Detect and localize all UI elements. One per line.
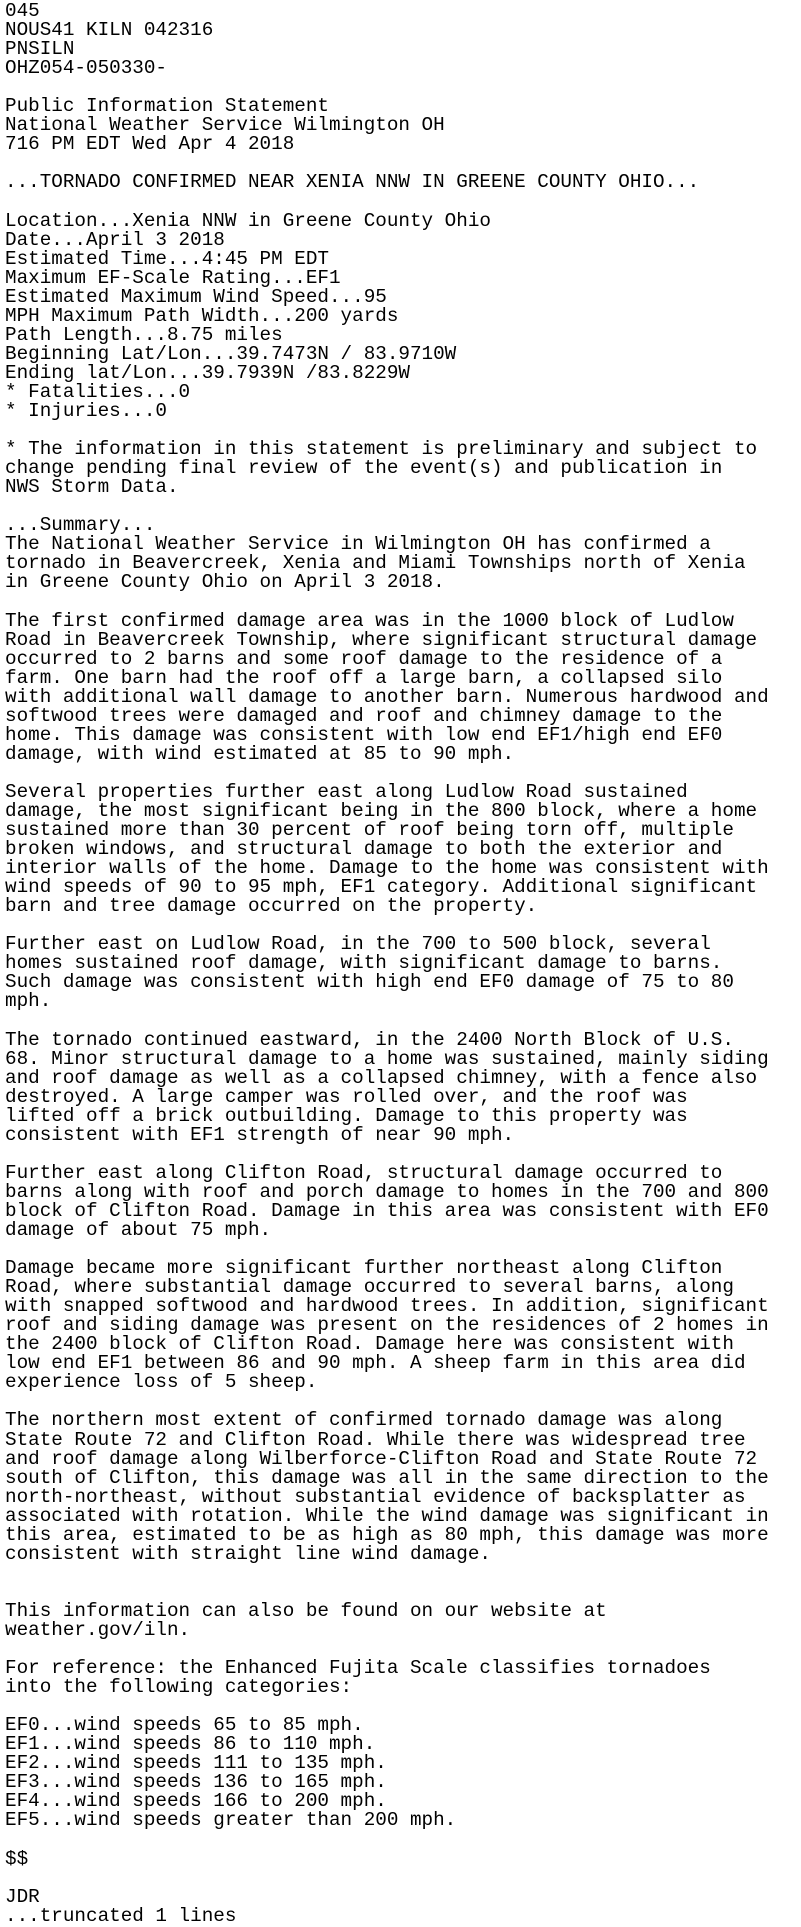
text-line: Path Length...8.75 miles — [5, 323, 283, 346]
text-line: sustained more than 30 percent of roof being torn off, multiple — [5, 819, 734, 842]
text-line: block of Clifton Road. Damage in this area was consistent with EF0 — [5, 1199, 769, 1222]
text-line: Maximum EF-Scale Rating...EF1 — [5, 266, 341, 289]
text-line: into the following categories: — [5, 1676, 353, 1699]
text-line: barns along with roof and porch damage to homes in the 700 and 800 — [5, 1180, 769, 1203]
text-line: barn and tree damage occurred on the property. — [5, 895, 538, 918]
text-line: wind speeds of 90 to 95 mph, EF1 category. Additional significant — [5, 876, 758, 899]
text-line: Several properties further east along Ludlow Road sustained — [5, 780, 688, 803]
text-line: associated with rotation. While the wind damage was significant in — [5, 1504, 769, 1527]
text-line: Further east on Ludlow Road, in the 700 to 500 block, several — [5, 933, 711, 956]
text-line: ...truncated 1 lines — [5, 1904, 237, 1927]
text-line: PNSILN — [5, 38, 75, 61]
text-line: destroyed. A large camper was rolled over, and the roof was — [5, 1085, 688, 1108]
text-line: north-northeast, without substantial evidence of backsplatter as — [5, 1485, 746, 1508]
text-line: change pending final review of the event(s) and publication in — [5, 457, 723, 480]
text-line: ...TORNADO CONFIRMED NEAR XENIA NNW IN GREENE COUNTY OHIO... — [5, 171, 700, 194]
text-line: EF0...wind speeds 65 to 85 mph. — [5, 1714, 364, 1737]
text-line: damage, the most significant being in the 800 block, where a home — [5, 799, 758, 822]
text-line: NOUS41 KILN 042316 — [5, 19, 214, 42]
text-line: 045 — [5, 0, 40, 22]
text-line: NWS Storm Data. — [5, 476, 179, 499]
text-line: $$ — [5, 1847, 29, 1870]
text-line: and roof damage as well as a collapsed chimney, with a fence also — [5, 1066, 758, 1089]
blank-line — [5, 1011, 801, 1030]
text-line: in Greene County Ohio on April 3 2018. — [5, 571, 445, 594]
text-line: EF2...wind speeds 111 to 135 mph. — [5, 1752, 387, 1775]
text-line: The northern most extent of confirmed tornado damage was along — [5, 1409, 723, 1432]
text-line: * The information in this statement is preliminary and subject to — [5, 438, 758, 461]
text-line: EF5...wind speeds greater than 200 mph. — [5, 1809, 457, 1832]
blank-line — [5, 1145, 801, 1164]
text-line: Estimated Maximum Wind Speed...95 — [5, 285, 387, 308]
text-line: National Weather Service Wilmington OH — [5, 114, 445, 137]
text-line: with snapped softwood and hardwood trees. In addition, significant — [5, 1295, 769, 1318]
text-line: Road in Beavercreek Township, where significant structural damage — [5, 628, 758, 651]
text-line: the 2400 block of Clifton Road. Damage here was consistent with — [5, 1333, 734, 1356]
text-line: EF1...wind speeds 86 to 110 mph. — [5, 1733, 376, 1756]
text-line: 68. Minor structural damage to a home was sustained, mainly siding — [5, 1047, 769, 1070]
text-line: EF4...wind speeds 166 to 200 mph. — [5, 1790, 387, 1813]
text-line: Public Information Statement — [5, 95, 329, 118]
text-line: OHZ054-050330- — [5, 57, 167, 80]
blank-line — [5, 1869, 801, 1888]
text-line: damage, with wind estimated at 85 to 90 mph. — [5, 742, 515, 765]
text-line: Damage became more significant further northeast along Clifton — [5, 1257, 723, 1280]
text-line: consistent with EF1 strength of near 90 mph. — [5, 1123, 515, 1146]
text-line: JDR — [5, 1885, 40, 1908]
text-line: State Route 72 and Clifton Road. While there was widespread tree — [5, 1428, 746, 1451]
text-line: MPH Maximum Path Width...200 yards — [5, 304, 399, 327]
text-line: ...Summary... — [5, 514, 156, 537]
text-line: low end EF1 between 86 and 90 mph. A sheep farm in this area did — [5, 1352, 746, 1375]
text-line: Location...Xenia NNW in Greene County Ohio — [5, 209, 491, 232]
text-line: The first confirmed damage area was in the 1000 block of Ludlow — [5, 609, 734, 632]
text-line: EF3...wind speeds 136 to 165 mph. — [5, 1771, 387, 1794]
text-line: mph. — [5, 990, 52, 1013]
text-line: damage of about 75 mph. — [5, 1219, 272, 1241]
text-line: The tornado continued eastward, in the 2400 North Block of U.S. — [5, 1028, 734, 1051]
text-line: Road, where substantial damage occurred to several barns, along — [5, 1276, 734, 1299]
text-line: broken windows, and structural damage to both the exterior and — [5, 838, 723, 861]
text-line: this area, estimated to be as high as 80 mph, this damage was more — [5, 1523, 769, 1546]
text-line: Such damage was consistent with high end EF0 damage of 75 to 80 — [5, 971, 734, 994]
text-line: Date...April 3 2018 — [5, 228, 225, 251]
text-line: Beginning Lat/Lon...39.7473N / 83.9710W — [5, 342, 457, 365]
text-line: weather.gov/iln. — [5, 1618, 191, 1641]
text-line: roof and siding damage was present on the residences of 2 homes in — [5, 1314, 769, 1337]
text-line: Estimated Time...4:45 PM EDT — [5, 247, 329, 270]
blank-line — [5, 1831, 801, 1850]
text-line: lifted off a brick outbuilding. Damage to this property was — [5, 1104, 688, 1127]
text-line: * Injuries...0 — [5, 399, 167, 422]
text-line: homes sustained roof damage, with significant damage to barns. — [5, 952, 723, 975]
text-line: occurred to 2 barns and some roof damage to the residence of a — [5, 647, 723, 670]
text-line: with additional wall damage to another barn. Numerous hardwood and — [5, 685, 769, 708]
text-line: The National Weather Service in Wilmington OH has confirmed a — [5, 533, 711, 556]
text-line: interior walls of the home. Damage to the home was consistent with — [5, 857, 769, 880]
text-line: Further east along Clifton Road, structural damage occurred to — [5, 1161, 723, 1184]
text-line: consistent with straight line wind damage. — [5, 1542, 491, 1565]
text-line: experience loss of 5 sheep. — [5, 1371, 318, 1394]
blank-line — [5, 192, 801, 211]
text-line: 716 PM EDT Wed Apr 4 2018 — [5, 133, 295, 156]
text-line: For reference: the Enhanced Fujita Scale classifies tornadoes — [5, 1657, 711, 1680]
text-line: softwood trees were damaged and roof and chimney damage to the — [5, 704, 723, 727]
text-line: south of Clifton, this damage was all in the same direction to the — [5, 1466, 769, 1489]
blank-line — [5, 592, 801, 611]
text-line: * Fatalities...0 — [5, 380, 191, 403]
text-line: farm. One barn had the roof off a large barn, a collapsed silo — [5, 666, 723, 689]
text-line: This information can also be found on our website at — [5, 1599, 607, 1622]
text-line: Ending lat/Lon...39.7939N /83.8229W — [5, 361, 410, 384]
text-line: tornado in Beavercreek, Xenia and Miami Townships north of Xenia — [5, 552, 746, 575]
text-line: and roof damage along Wilberforce-Clifton Road and State Route 72 — [5, 1447, 758, 1470]
text-line: home. This damage was consistent with low end EF1/high end EF0 — [5, 723, 723, 746]
blank-line — [5, 1564, 801, 1583]
